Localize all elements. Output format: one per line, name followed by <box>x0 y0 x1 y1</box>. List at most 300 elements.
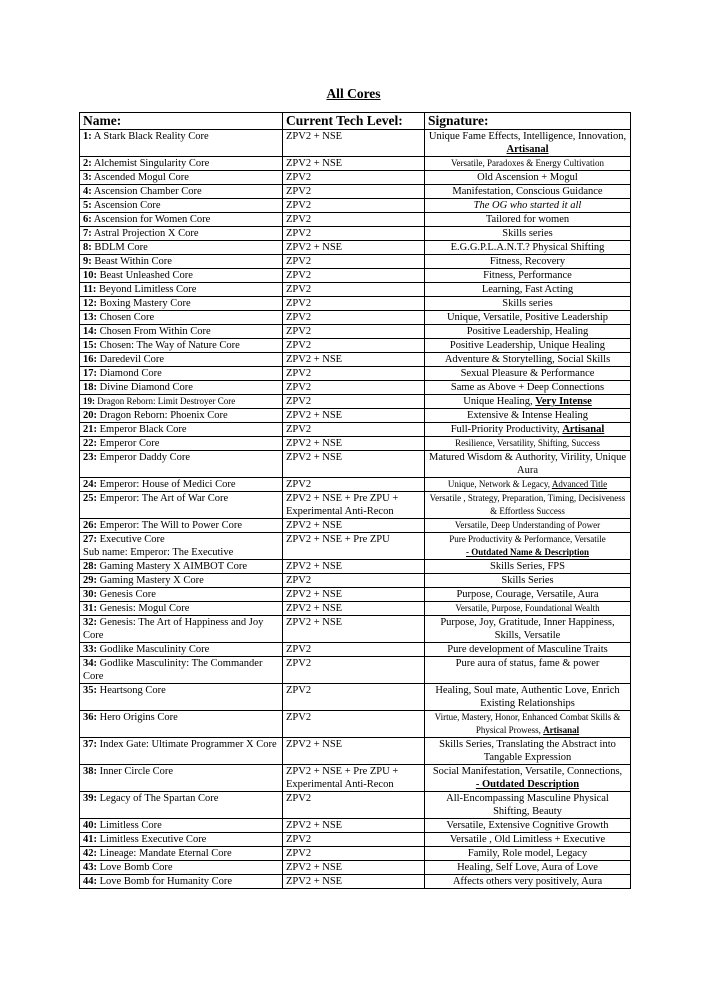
tech-level-cell: ZPV2 + NSE <box>283 588 425 602</box>
core-name-cell <box>80 492 283 519</box>
tech-level-cell: ZPV2 + NSE <box>283 157 425 171</box>
core-name-cell <box>80 171 283 185</box>
signature-text: Skills Series, Translating the Abstract into Tangable Expression <box>439 739 616 763</box>
table-row <box>80 423 631 437</box>
table-row <box>80 765 631 792</box>
tech-level-cell: ZPV2 <box>283 711 425 738</box>
signature-text: Unique, Versatile, Positive Leadership <box>446 312 609 323</box>
signature-text: Pure development of Masculine Traits <box>447 644 608 655</box>
table-row <box>80 478 631 492</box>
core-name-cell <box>80 616 283 643</box>
tech-level-cell: ZPV2 <box>283 297 425 311</box>
signature-text: Purpose, Courage, Versatile, Aura <box>456 589 599 600</box>
table-row <box>80 643 631 657</box>
signature-text: Healing, Self Love, Aura of Love <box>457 862 598 873</box>
core-number: 25: <box>83 493 97 504</box>
tech-level-cell: ZPV2 <box>283 283 425 297</box>
core-name: Ascended Mogul Core <box>93 172 189 183</box>
core-name: Genesis: Mogul Core <box>99 603 190 614</box>
core-name: Chosen From Within Core <box>99 326 211 337</box>
signature-cell <box>425 339 631 353</box>
core-name: Gaming Mastery X AIMBOT Core <box>99 561 247 572</box>
core-number: 21: <box>83 424 97 435</box>
tech-level-cell: ZPV2 + NSE <box>283 437 425 451</box>
header-name: Name: <box>80 113 283 130</box>
core-name-cell <box>80 519 283 533</box>
signature-cell <box>425 533 631 560</box>
core-number: 19: <box>83 396 95 406</box>
core-number: 28: <box>83 561 97 572</box>
signature-text: Same as Above + Deep Connections <box>450 382 605 393</box>
tech-level-cell: ZPV2 <box>283 833 425 847</box>
tech-level-cell: ZPV2 + NSE <box>283 560 425 574</box>
core-number: 42: <box>83 848 97 859</box>
core-number: 17: <box>83 368 97 379</box>
core-name-cell <box>80 213 283 227</box>
cores-table <box>79 112 631 889</box>
core-number: 27: <box>83 534 97 545</box>
signature-cell <box>425 478 631 492</box>
signature-cell <box>425 423 631 437</box>
core-name-cell <box>80 423 283 437</box>
core-name-cell <box>80 451 283 478</box>
signature-text: Resilience, Versatility, Shifting, Success <box>455 438 600 448</box>
core-name: Hero Origins Core <box>99 712 178 723</box>
signature-cell <box>425 792 631 819</box>
core-name-cell <box>80 269 283 283</box>
core-number: 23: <box>83 452 97 463</box>
core-name-cell <box>80 353 283 367</box>
core-number: 7: <box>83 228 92 239</box>
table-row <box>80 409 631 423</box>
core-name: Emperor Black Core <box>99 424 187 435</box>
core-name: Ascension Chamber Core <box>93 186 202 197</box>
signature-cell <box>425 602 631 616</box>
signature-cell <box>425 157 631 171</box>
core-name-cell <box>80 325 283 339</box>
signature-cell <box>425 213 631 227</box>
signature-cell <box>425 241 631 255</box>
core-name-cell <box>80 199 283 213</box>
core-number: 22: <box>83 438 97 449</box>
signature-cell <box>425 297 631 311</box>
tech-level-cell: ZPV2 <box>283 381 425 395</box>
table-row <box>80 657 631 684</box>
core-number: 8: <box>83 242 92 253</box>
core-number: 36: <box>83 712 97 723</box>
signature-cell <box>425 451 631 478</box>
table-row <box>80 227 631 241</box>
core-name-cell <box>80 657 283 684</box>
table-row <box>80 574 631 588</box>
core-number: 43: <box>83 862 97 873</box>
core-number: 26: <box>83 520 97 531</box>
core-name: Limitless Core <box>99 820 162 831</box>
signature-cell <box>425 325 631 339</box>
core-number: 38: <box>83 766 97 777</box>
table-row <box>80 861 631 875</box>
table-row <box>80 616 631 643</box>
table-row <box>80 437 631 451</box>
tech-level-cell: ZPV2 <box>283 792 425 819</box>
tech-level-cell: ZPV2 <box>283 684 425 711</box>
signature-cell <box>425 269 631 283</box>
tech-level-cell: ZPV2 <box>283 657 425 684</box>
core-number: 10: <box>83 270 97 281</box>
core-number: 13: <box>83 312 97 323</box>
document-title <box>0 86 707 102</box>
core-number: 31: <box>83 603 97 614</box>
core-number: 20: <box>83 410 97 421</box>
tech-level-cell: ZPV2 <box>283 367 425 381</box>
signature-text: Skills Series <box>501 575 554 586</box>
core-name-cell <box>80 437 283 451</box>
signature-text: Unique, Network & Legacy, <box>447 479 551 489</box>
core-name: Limitless Executive Core <box>99 834 207 845</box>
core-name-cell <box>80 409 283 423</box>
signature-text: Affects others very positively, Aura <box>452 876 603 887</box>
tech-level-cell: ZPV2 <box>283 339 425 353</box>
core-name-cell <box>80 311 283 325</box>
table-row <box>80 297 631 311</box>
core-name-cell <box>80 227 283 241</box>
signature-text: Versatile , Old Limitless + Executive <box>449 834 606 845</box>
core-name: Beyond Limitless Core <box>99 284 197 295</box>
signature-text: Purpose, Joy, Gratitude, Inner Happiness, Skills, Versatile <box>440 617 615 641</box>
signature-text: Virtue, Mastery, Honor, Enhanced Combat Skills & Physical Prowess, <box>434 712 621 735</box>
core-number: 32: <box>83 617 97 628</box>
core-name-cell <box>80 875 283 889</box>
tech-level-cell: ZPV2 + NSE <box>283 602 425 616</box>
signature-cell <box>425 643 631 657</box>
signature-cell <box>425 765 631 792</box>
core-name-cell <box>80 533 283 560</box>
signature-text: Skills series <box>502 298 553 309</box>
signature-text: Unique Fame Effects, Intelligence, Innovation, <box>428 131 627 142</box>
core-name: BDLM Core <box>94 242 148 253</box>
signature-cell <box>425 738 631 765</box>
signature-text: Learning, Fast Acting <box>481 284 574 295</box>
core-name-cell <box>80 765 283 792</box>
table-row <box>80 533 631 560</box>
core-name: Astral Projection X Core <box>93 228 199 239</box>
signature-text: Social Manifestation, Versatile, Connections, <box>432 766 623 777</box>
core-number: 44: <box>83 876 97 887</box>
table-row <box>80 451 631 478</box>
signature-cell <box>425 819 631 833</box>
core-name: Alchemist Singularity Core <box>93 158 210 169</box>
core-name: Dragon Reborn: Limit Destroyer Core <box>97 396 236 406</box>
core-name-cell <box>80 157 283 171</box>
core-name: Inner Circle Core <box>99 766 174 777</box>
core-number: 30: <box>83 589 97 600</box>
signature-emphasis: - Outdated Description <box>475 779 580 790</box>
signature-text: The OG who started it all <box>473 200 582 211</box>
core-number: 1: <box>83 131 92 142</box>
table-row <box>80 819 631 833</box>
core-name-cell <box>80 847 283 861</box>
core-number: 40: <box>83 820 97 831</box>
table-row <box>80 847 631 861</box>
tech-level-cell: ZPV2 <box>283 311 425 325</box>
signature-text: Old Ascension + Mogul <box>477 172 578 183</box>
core-name-cell <box>80 602 283 616</box>
header-row <box>80 113 631 130</box>
signature-cell <box>425 255 631 269</box>
core-name-cell <box>80 861 283 875</box>
core-number: 34: <box>83 658 97 669</box>
signature-cell <box>425 353 631 367</box>
table-row <box>80 269 631 283</box>
signature-cell <box>425 833 631 847</box>
table-row <box>80 157 631 171</box>
table-row <box>80 130 631 157</box>
signature-text: Manifestation, Conscious Guidance <box>452 186 603 197</box>
core-name: Executive Core <box>99 534 165 545</box>
signature-text: Skills Series, FPS <box>490 561 565 572</box>
signature-text: Extensive & Intense Healing <box>466 410 588 421</box>
core-name-cell <box>80 643 283 657</box>
signature-text: Healing, Soul mate, Authentic Love, Enrich Existing Relationships <box>435 685 620 709</box>
table-row <box>80 185 631 199</box>
core-name: Divine Diamond Core <box>99 382 193 393</box>
signature-cell <box>425 130 631 157</box>
table-row <box>80 325 631 339</box>
signature-cell <box>425 711 631 738</box>
document-title-text: All Cores <box>326 86 381 101</box>
table-row <box>80 792 631 819</box>
signature-cell <box>425 875 631 889</box>
core-name-cell <box>80 297 283 311</box>
core-number: 33: <box>83 644 97 655</box>
table-row <box>80 875 631 889</box>
core-name: Index Gate: Ultimate Programmer X Core <box>99 739 277 750</box>
core-number: 5: <box>83 200 92 211</box>
signature-cell <box>425 847 631 861</box>
core-name: A Stark Black Reality Core <box>93 131 209 142</box>
signature-emphasis: Very Intense <box>535 396 592 407</box>
core-name: Genesis: The Art of Happiness and Joy Core <box>83 617 264 641</box>
core-name: Emperor Core <box>99 438 160 449</box>
tech-level-cell: ZPV2 <box>283 643 425 657</box>
signature-cell <box>425 492 631 519</box>
core-name-cell <box>80 738 283 765</box>
table-row <box>80 283 631 297</box>
table-row <box>80 602 631 616</box>
tech-level-cell: ZPV2 + NSE <box>283 875 425 889</box>
tech-level-cell: ZPV2 + NSE <box>283 738 425 765</box>
core-name: Lineage: Mandate Eternal Core <box>99 848 232 859</box>
table-row <box>80 395 631 409</box>
tech-level-cell: ZPV2 <box>283 255 425 269</box>
tech-level-cell: ZPV2 + NSE <box>283 130 425 157</box>
core-name: Godlike Masculinity Core <box>99 644 210 655</box>
core-name-cell <box>80 478 283 492</box>
signature-cell <box>425 367 631 381</box>
header-tech-level: Current Tech Level: <box>283 113 425 130</box>
core-name: Heartsong Core <box>99 685 166 696</box>
signature-cell <box>425 437 631 451</box>
core-name-cell <box>80 395 283 409</box>
core-name: Ascension for Women Core <box>93 214 211 225</box>
signature-text: Adventure & Storytelling, Social Skills <box>444 354 611 365</box>
core-name-cell <box>80 560 283 574</box>
tech-level-cell: ZPV2 <box>283 185 425 199</box>
tech-level-cell: ZPV2 <box>283 847 425 861</box>
core-number: 11: <box>83 284 97 295</box>
core-name: Daredevil Core <box>99 354 165 365</box>
table-row <box>80 199 631 213</box>
signature-text: Fitness, Performance <box>483 270 572 281</box>
tech-level-cell: ZPV2 <box>283 269 425 283</box>
signature-text: Matured Wisdom & Authority, Virility, Unique Aura <box>429 452 626 476</box>
signature-cell <box>425 657 631 684</box>
tech-level-cell: ZPV2 <box>283 227 425 241</box>
core-name-cell <box>80 711 283 738</box>
signature-cell <box>425 616 631 643</box>
core-name: Chosen: The Way of Nature Core <box>99 340 240 351</box>
core-name: Ascension Core <box>93 200 161 211</box>
core-number: 39: <box>83 793 97 804</box>
tech-level-cell: ZPV2 + NSE <box>283 519 425 533</box>
core-subname: Sub name: Emperor: The Executive <box>83 547 234 558</box>
tech-level-cell: ZPV2 + NSE <box>283 861 425 875</box>
core-name: Love Bomb Core <box>99 862 173 873</box>
core-name-cell <box>80 130 283 157</box>
core-number: 14: <box>83 326 97 337</box>
tech-level-cell: ZPV2 <box>283 213 425 227</box>
core-number: 18: <box>83 382 97 393</box>
core-name-cell <box>80 339 283 353</box>
signature-cell <box>425 283 631 297</box>
signature-cell <box>425 560 631 574</box>
core-name-cell <box>80 574 283 588</box>
signature-cell <box>425 395 631 409</box>
signature-emphasis: - Outdated Name & Description <box>466 547 589 557</box>
core-name-cell <box>80 792 283 819</box>
signature-cell <box>425 199 631 213</box>
tech-level-cell: ZPV2 <box>283 574 425 588</box>
core-number: 6: <box>83 214 92 225</box>
tech-level-cell: ZPV2 + NSE + Pre ZPU <box>283 533 425 560</box>
signature-text: Sexual Pleasure & Performance <box>460 368 595 379</box>
table-row <box>80 339 631 353</box>
table-row <box>80 311 631 325</box>
tech-level-cell: ZPV2 + NSE <box>283 353 425 367</box>
core-name: Beast Unleashed Core <box>99 270 193 281</box>
tech-level-cell: ZPV2 + NSE <box>283 819 425 833</box>
core-name: Chosen Core <box>99 312 155 323</box>
signature-text: Full-Priority Productivity, <box>450 424 560 435</box>
table-row <box>80 353 631 367</box>
core-name-cell <box>80 283 283 297</box>
core-number: 2: <box>83 158 92 169</box>
signature-text: Versatile , Strategy, Preparation, Timing, Decisiveness & Effortless Success <box>429 493 626 516</box>
core-name-cell <box>80 588 283 602</box>
core-number: 41: <box>83 834 97 845</box>
signature-cell <box>425 227 631 241</box>
table-row <box>80 738 631 765</box>
table-row <box>80 519 631 533</box>
core-name: Emperor: The Art of War Core <box>99 493 229 504</box>
core-name: Emperor: The Will to Power Core <box>99 520 242 531</box>
core-name-cell <box>80 241 283 255</box>
signature-text: Family, Role model, Legacy <box>467 848 588 859</box>
table-row <box>80 381 631 395</box>
tech-level-cell: ZPV2 <box>283 171 425 185</box>
signature-cell <box>425 684 631 711</box>
signature-text: Versatile, Paradoxes & Energy Cultivation <box>450 158 605 168</box>
core-number: 37: <box>83 739 97 750</box>
signature-text: Positive Leadership, Healing <box>466 326 589 337</box>
signature-cell <box>425 185 631 199</box>
signature-underlined: Advanced Title <box>551 479 608 489</box>
signature-text: Unique Healing, <box>463 396 533 407</box>
tech-level-cell: ZPV2 + NSE + Pre ZPU + Experimental Anti-Recon <box>283 765 425 792</box>
tech-level-cell: ZPV2 + NSE <box>283 616 425 643</box>
table-row <box>80 255 631 269</box>
signature-cell <box>425 519 631 533</box>
table-row <box>80 241 631 255</box>
tech-level-cell: ZPV2 <box>283 199 425 213</box>
signature-text: Tailored for women <box>485 214 570 225</box>
table-row <box>80 588 631 602</box>
tech-level-cell: ZPV2 <box>283 325 425 339</box>
signature-emphasis: Artisanal <box>562 424 605 435</box>
signature-text: Pure aura of status, fame & power <box>455 658 600 669</box>
signature-cell <box>425 574 631 588</box>
signature-text: Positive Leadership, Unique Healing <box>449 340 606 351</box>
table-row <box>80 560 631 574</box>
table-row <box>80 213 631 227</box>
core-number: 35: <box>83 685 97 696</box>
table-row <box>80 833 631 847</box>
tech-level-cell: ZPV2 + NSE <box>283 409 425 423</box>
signature-cell <box>425 381 631 395</box>
signature-text: All-Encompassing Masculine Physical Shifting, Beauty <box>446 793 609 817</box>
core-name: Gaming Mastery X Core <box>99 575 204 586</box>
signature-emphasis: Artisanal <box>506 144 549 155</box>
signature-emphasis: Artisanal <box>543 725 580 735</box>
signature-cell <box>425 171 631 185</box>
tech-level-cell: ZPV2 <box>283 478 425 492</box>
signature-text: Skills series <box>502 228 553 239</box>
table-row <box>80 492 631 519</box>
core-number: 24: <box>83 479 97 490</box>
tech-level-cell: ZPV2 + NSE <box>283 451 425 478</box>
tech-level-cell: ZPV2 + NSE <box>283 241 425 255</box>
core-name-cell <box>80 833 283 847</box>
signature-text: Fitness, Recovery <box>489 256 566 267</box>
tech-level-cell: ZPV2 <box>283 423 425 437</box>
core-name: Genesis Core <box>99 589 156 600</box>
core-name: Boxing Mastery Core <box>99 298 191 309</box>
core-number: 9: <box>83 256 92 267</box>
signature-text: Pure Productivity & Performance, Versatile <box>449 534 606 544</box>
table-row <box>80 171 631 185</box>
core-name: Diamond Core <box>99 368 162 379</box>
core-number: 15: <box>83 340 97 351</box>
core-number: 4: <box>83 186 92 197</box>
tech-level-cell: ZPV2 <box>283 395 425 409</box>
header-signature: Signature: <box>425 113 631 130</box>
signature-text: E.G.G.P.L.A.N.T.? Physical Shifting <box>450 242 605 253</box>
table-row <box>80 684 631 711</box>
core-number: 3: <box>83 172 92 183</box>
core-name: Godlike Masculinity: The Commander Core <box>83 658 263 682</box>
tech-level-cell: ZPV2 + NSE + Pre ZPU + Experimental Anti-Recon <box>283 492 425 519</box>
core-number: 12: <box>83 298 97 309</box>
